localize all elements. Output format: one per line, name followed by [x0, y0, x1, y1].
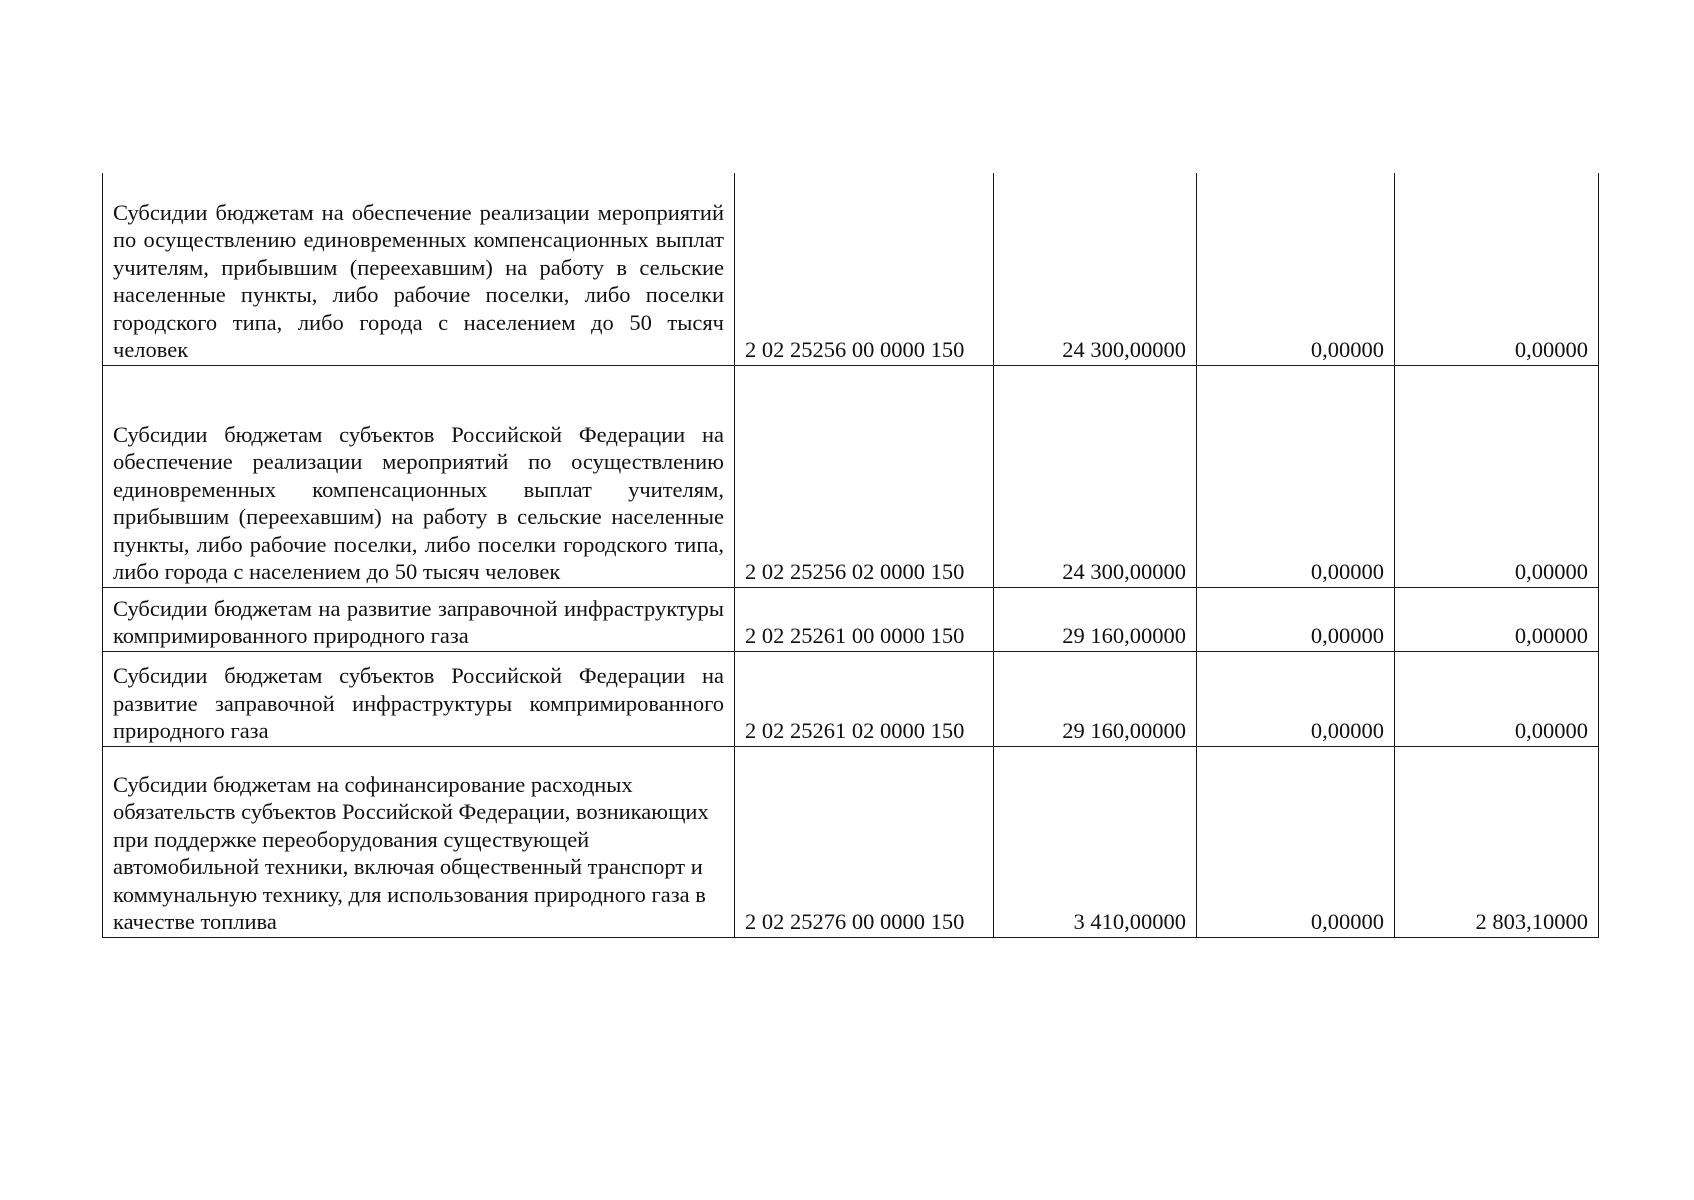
row-description: Субсидии бюджетам субъектов Российской Федерации на развитие заправочной инфраструктуры компримированного природного газа	[103, 651, 735, 746]
row-description: Субсидии бюджетам на развитие заправочной инфраструктуры компримированного природного газа	[103, 587, 735, 651]
row-amount-1: 24 300,00000	[994, 365, 1197, 587]
table-row	[103, 746, 1599, 937]
row-amount-3: 0,00000	[1395, 587, 1599, 651]
row-budget-code: 2 02 25256 00 0000 150	[735, 173, 994, 365]
row-amount-2: 0,00000	[1197, 746, 1395, 937]
budget-table	[102, 173, 1599, 938]
row-amount-2: 0,00000	[1197, 651, 1395, 746]
row-budget-code: 2 02 25261 02 0000 150	[735, 651, 994, 746]
row-amount-3: 0,00000	[1395, 651, 1599, 746]
row-amount-2: 0,00000	[1197, 365, 1395, 587]
row-budget-code: 2 02 25261 00 0000 150	[735, 587, 994, 651]
row-amount-3: 0,00000	[1395, 365, 1599, 587]
row-description: Субсидии бюджетам на софинансирование расходных обязательств субъектов Российской Федерации, возникающих при поддержке переоборудования существующей автомобильной техники, включая общественный транспорт и коммунальную технику, для использования природного газа в качестве топлива	[103, 746, 735, 937]
row-budget-code: 2 02 25256 02 0000 150	[735, 365, 994, 587]
table-row	[103, 587, 1599, 651]
row-amount-1: 24 300,00000	[994, 173, 1197, 365]
table-row	[103, 651, 1599, 746]
row-amount-3: 2 803,10000	[1395, 746, 1599, 937]
row-amount-3: 0,00000	[1395, 173, 1599, 365]
row-amount-2: 0,00000	[1197, 587, 1395, 651]
table-row	[103, 173, 1599, 365]
row-description: Субсидии бюджетам на обеспечение реализации мероприятий по осуществлению единовременных компенсационных выплат учителям, прибывшим (переехавшим) на работу в сельские населенные пункты, либо рабочие поселки, либо поселки городского типа, либо города с населением до 50 тысяч человек	[103, 173, 735, 365]
row-description: Субсидии бюджетам субъектов Российской Федерации на обеспечение реализации мероприятий по осуществлению единовременных компенсационных выплат учителям, прибывшим (переехавшим) на работу в сельские населенные пункты, либо рабочие поселки, либо поселки городского типа, либо города с населением до 50 тысяч человек	[103, 365, 735, 587]
row-amount-1: 29 160,00000	[994, 587, 1197, 651]
row-amount-1: 3 410,00000	[994, 746, 1197, 937]
row-budget-code: 2 02 25276 00 0000 150	[735, 746, 994, 937]
table-row	[103, 365, 1599, 587]
row-amount-2: 0,00000	[1197, 173, 1395, 365]
row-amount-1: 29 160,00000	[994, 651, 1197, 746]
